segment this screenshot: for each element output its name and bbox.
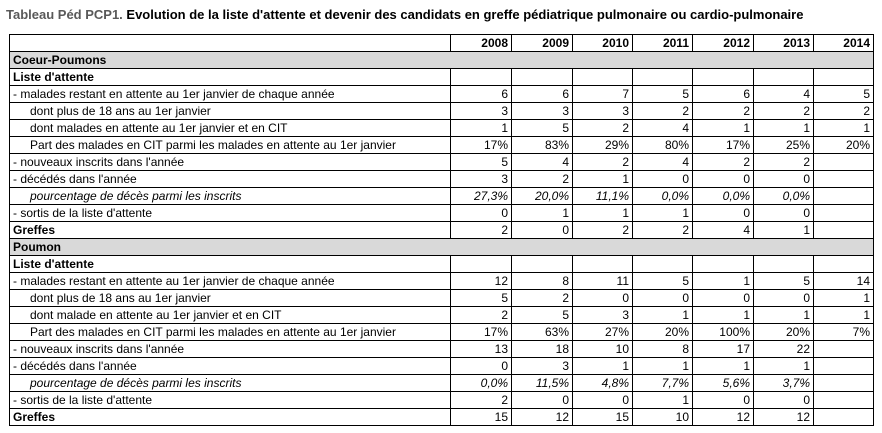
- value-cell-2012: [693, 256, 754, 273]
- row-label: Greffes: [10, 222, 451, 239]
- row-label: Part des malades en CIT parmi les malades en attente au 1er janvier: [10, 324, 451, 341]
- value-cell-2009: 11,5%: [512, 375, 573, 392]
- value-cell-2014: 20%: [814, 137, 874, 154]
- value-cell-2009: 8: [512, 273, 573, 290]
- value-cell-2012: 4: [693, 222, 754, 239]
- value-cell-2008: 12: [451, 273, 512, 290]
- table-row: [10, 205, 874, 222]
- value-cell-2012: 0: [693, 171, 754, 188]
- table-row: [10, 154, 874, 171]
- value-cell-2013: 12: [754, 409, 814, 426]
- value-cell-2009: 6: [512, 86, 573, 103]
- value-cell-2012: 2: [693, 154, 754, 171]
- value-cell-2011: 0: [633, 171, 693, 188]
- value-cell-2010: 0: [573, 290, 633, 307]
- value-cell-2008: 2: [451, 392, 512, 409]
- value-cell-2012: 100%: [693, 324, 754, 341]
- value-cell-2014: [814, 409, 874, 426]
- value-cell-2010: [573, 69, 633, 86]
- value-cell-2012: 0: [693, 290, 754, 307]
- value-cell-2013: 1: [754, 307, 814, 324]
- value-cell-2014: [814, 171, 874, 188]
- value-cell-2012: 17: [693, 341, 754, 358]
- value-cell-2011: [633, 256, 693, 273]
- value-cell-2010: 11: [573, 273, 633, 290]
- value-cell-2013: 2: [754, 103, 814, 120]
- value-cell-2013: 1: [754, 222, 814, 239]
- value-cell-2010: 3: [573, 103, 633, 120]
- value-cell-2012: 17%: [693, 137, 754, 154]
- row-label: - nouveaux inscrits dans l'année: [10, 154, 451, 171]
- value-cell-2009: [512, 256, 573, 273]
- table-row: [10, 392, 874, 409]
- value-cell-2010: 29%: [573, 137, 633, 154]
- value-cell-2011: 1: [633, 307, 693, 324]
- value-cell-2010: 4,8%: [573, 375, 633, 392]
- row-label: - sortis de la liste d'attente: [10, 205, 451, 222]
- value-cell-2014: [814, 69, 874, 86]
- value-cell-2008: 5: [451, 154, 512, 171]
- table-row: [10, 171, 874, 188]
- value-cell-2011: 8: [633, 341, 693, 358]
- section-title: Coeur-Poumons: [10, 52, 874, 69]
- value-cell-2010: 0: [573, 392, 633, 409]
- value-cell-2008: 0,0%: [451, 375, 512, 392]
- value-cell-2014: 7%: [814, 324, 874, 341]
- year-header-2014: 2014: [814, 35, 874, 52]
- value-cell-2012: 1: [693, 120, 754, 137]
- value-cell-2014: [814, 358, 874, 375]
- value-cell-2009: 2: [512, 290, 573, 307]
- value-cell-2012: 0: [693, 205, 754, 222]
- row-label: Part des malades en CIT parmi les malades en attente au 1er janvier: [10, 137, 451, 154]
- value-cell-2011: 4: [633, 120, 693, 137]
- value-cell-2008: 3: [451, 171, 512, 188]
- row-label: dont malade en attente au 1er janvier et en CIT: [10, 307, 451, 324]
- header-corner-cell: [10, 35, 451, 52]
- value-cell-2008: 27,3%: [451, 188, 512, 205]
- value-cell-2014: 14: [814, 273, 874, 290]
- value-cell-2012: 6: [693, 86, 754, 103]
- waiting-list-table: [9, 34, 874, 426]
- value-cell-2008: 2: [451, 307, 512, 324]
- row-label: - malades restant en attente au 1er janvier de chaque année: [10, 86, 451, 103]
- value-cell-2013: [754, 69, 814, 86]
- table-row: [10, 341, 874, 358]
- value-cell-2008: [451, 256, 512, 273]
- value-cell-2012: 1: [693, 307, 754, 324]
- table-row: [10, 273, 874, 290]
- value-cell-2012: [693, 69, 754, 86]
- table-reference: Tableau Péd PCP1.: [6, 7, 123, 22]
- table-row: [10, 120, 874, 137]
- value-cell-2014: 2: [814, 103, 874, 120]
- table-row: [10, 137, 874, 154]
- row-label: - sortis de la liste d'attente: [10, 392, 451, 409]
- table-body: [10, 52, 874, 426]
- value-cell-2011: 1: [633, 205, 693, 222]
- value-cell-2010: [573, 256, 633, 273]
- value-cell-2008: 15: [451, 409, 512, 426]
- value-cell-2009: 1: [512, 205, 573, 222]
- value-cell-2010: 2: [573, 120, 633, 137]
- value-cell-2014: [814, 341, 874, 358]
- header-row: [10, 35, 874, 52]
- value-cell-2008: 17%: [451, 137, 512, 154]
- value-cell-2009: 2: [512, 171, 573, 188]
- year-header-2012: 2012: [693, 35, 754, 52]
- value-cell-2012: 5,6%: [693, 375, 754, 392]
- value-cell-2014: [814, 256, 874, 273]
- row-label: Liste d'attente: [10, 69, 451, 86]
- table-row: [10, 375, 874, 392]
- value-cell-2014: [814, 392, 874, 409]
- value-cell-2010: 3: [573, 307, 633, 324]
- table-row: [10, 307, 874, 324]
- year-header-2008: 2008: [451, 35, 512, 52]
- value-cell-2008: 0: [451, 358, 512, 375]
- value-cell-2013: 2: [754, 154, 814, 171]
- value-cell-2009: 5: [512, 307, 573, 324]
- year-header-2011: 2011: [633, 35, 693, 52]
- value-cell-2014: [814, 375, 874, 392]
- table-row: [10, 409, 874, 426]
- value-cell-2009: 63%: [512, 324, 573, 341]
- value-cell-2014: [814, 154, 874, 171]
- value-cell-2011: 4: [633, 154, 693, 171]
- value-cell-2013: 22: [754, 341, 814, 358]
- row-label: pourcentage de décès parmi les inscrits: [10, 375, 451, 392]
- value-cell-2009: 20,0%: [512, 188, 573, 205]
- value-cell-2012: 2: [693, 103, 754, 120]
- value-cell-2011: 1: [633, 358, 693, 375]
- row-label: pourcentage de décès parmi les inscrits: [10, 188, 451, 205]
- value-cell-2013: 0: [754, 392, 814, 409]
- value-cell-2010: 11,1%: [573, 188, 633, 205]
- value-cell-2009: 0: [512, 392, 573, 409]
- value-cell-2014: 1: [814, 120, 874, 137]
- value-cell-2013: 0,0%: [754, 188, 814, 205]
- table-row: [10, 256, 874, 273]
- value-cell-2011: 2: [633, 222, 693, 239]
- value-cell-2009: 0: [512, 222, 573, 239]
- value-cell-2009: 5: [512, 120, 573, 137]
- row-label: Greffes: [10, 409, 451, 426]
- value-cell-2013: 3,7%: [754, 375, 814, 392]
- value-cell-2009: 83%: [512, 137, 573, 154]
- year-header-2013: 2013: [754, 35, 814, 52]
- value-cell-2008: 5: [451, 290, 512, 307]
- value-cell-2009: 3: [512, 103, 573, 120]
- section-title: Poumon: [10, 239, 874, 256]
- value-cell-2008: 0: [451, 205, 512, 222]
- table-row: [10, 188, 874, 205]
- row-label: Liste d'attente: [10, 256, 451, 273]
- table-row: [10, 69, 874, 86]
- value-cell-2014: [814, 188, 874, 205]
- value-cell-2012: 0,0%: [693, 188, 754, 205]
- value-cell-2013: 1: [754, 120, 814, 137]
- value-cell-2014: 1: [814, 290, 874, 307]
- value-cell-2013: 0: [754, 290, 814, 307]
- row-label: - nouveaux inscrits dans l'année: [10, 341, 451, 358]
- value-cell-2013: 4: [754, 86, 814, 103]
- value-cell-2010: 1: [573, 358, 633, 375]
- table-row: [10, 103, 874, 120]
- value-cell-2013: 25%: [754, 137, 814, 154]
- row-label: - malades restant en attente au 1er janvier de chaque année: [10, 273, 451, 290]
- value-cell-2013: 5: [754, 273, 814, 290]
- value-cell-2011: 1: [633, 392, 693, 409]
- table-row: [10, 86, 874, 103]
- year-header-2009: 2009: [512, 35, 573, 52]
- value-cell-2008: 1: [451, 120, 512, 137]
- row-label: dont plus de 18 ans au 1er janvier: [10, 290, 451, 307]
- row-label: dont malades en attente au 1er janvier et en CIT: [10, 120, 451, 137]
- value-cell-2012: 1: [693, 273, 754, 290]
- value-cell-2013: 0: [754, 171, 814, 188]
- table-row: [10, 222, 874, 239]
- value-cell-2012: 1: [693, 358, 754, 375]
- table-row: [10, 290, 874, 307]
- row-label: dont plus de 18 ans au 1er janvier: [10, 103, 451, 120]
- value-cell-2010: 10: [573, 341, 633, 358]
- value-cell-2008: [451, 69, 512, 86]
- value-cell-2011: 5: [633, 86, 693, 103]
- table-caption: Evolution de la liste d'attente et devenir des candidats en greffe pédiatrique pulmonaire ou cardio-pulmonaire: [122, 7, 804, 22]
- value-cell-2011: 2: [633, 103, 693, 120]
- value-cell-2010: 1: [573, 205, 633, 222]
- value-cell-2011: 20%: [633, 324, 693, 341]
- row-label: - décédés dans l'année: [10, 171, 451, 188]
- value-cell-2014: [814, 222, 874, 239]
- value-cell-2010: 7: [573, 86, 633, 103]
- value-cell-2012: 12: [693, 409, 754, 426]
- value-cell-2010: 15: [573, 409, 633, 426]
- value-cell-2010: 2: [573, 222, 633, 239]
- value-cell-2011: 7,7%: [633, 375, 693, 392]
- value-cell-2014: [814, 205, 874, 222]
- section-row: [10, 52, 874, 69]
- value-cell-2014: 1: [814, 307, 874, 324]
- row-label: - décédés dans l'année: [10, 358, 451, 375]
- value-cell-2008: 3: [451, 103, 512, 120]
- value-cell-2009: 12: [512, 409, 573, 426]
- year-header-2010: 2010: [573, 35, 633, 52]
- value-cell-2009: 4: [512, 154, 573, 171]
- value-cell-2010: 27%: [573, 324, 633, 341]
- value-cell-2012: 0: [693, 392, 754, 409]
- table-row: [10, 324, 874, 341]
- value-cell-2013: 1: [754, 358, 814, 375]
- value-cell-2014: 5: [814, 86, 874, 103]
- section-row: [10, 239, 874, 256]
- value-cell-2010: 2: [573, 154, 633, 171]
- value-cell-2011: 10: [633, 409, 693, 426]
- value-cell-2008: 13: [451, 341, 512, 358]
- value-cell-2011: 5: [633, 273, 693, 290]
- value-cell-2009: 18: [512, 341, 573, 358]
- value-cell-2009: 3: [512, 358, 573, 375]
- value-cell-2010: 1: [573, 171, 633, 188]
- value-cell-2011: 0,0%: [633, 188, 693, 205]
- value-cell-2008: 2: [451, 222, 512, 239]
- value-cell-2008: 6: [451, 86, 512, 103]
- table-row: [10, 358, 874, 375]
- value-cell-2013: 20%: [754, 324, 814, 341]
- value-cell-2011: 0: [633, 290, 693, 307]
- value-cell-2009: [512, 69, 573, 86]
- value-cell-2008: 17%: [451, 324, 512, 341]
- table-title: [6, 6, 803, 24]
- value-cell-2013: 0: [754, 205, 814, 222]
- value-cell-2011: 80%: [633, 137, 693, 154]
- value-cell-2011: [633, 69, 693, 86]
- value-cell-2013: [754, 256, 814, 273]
